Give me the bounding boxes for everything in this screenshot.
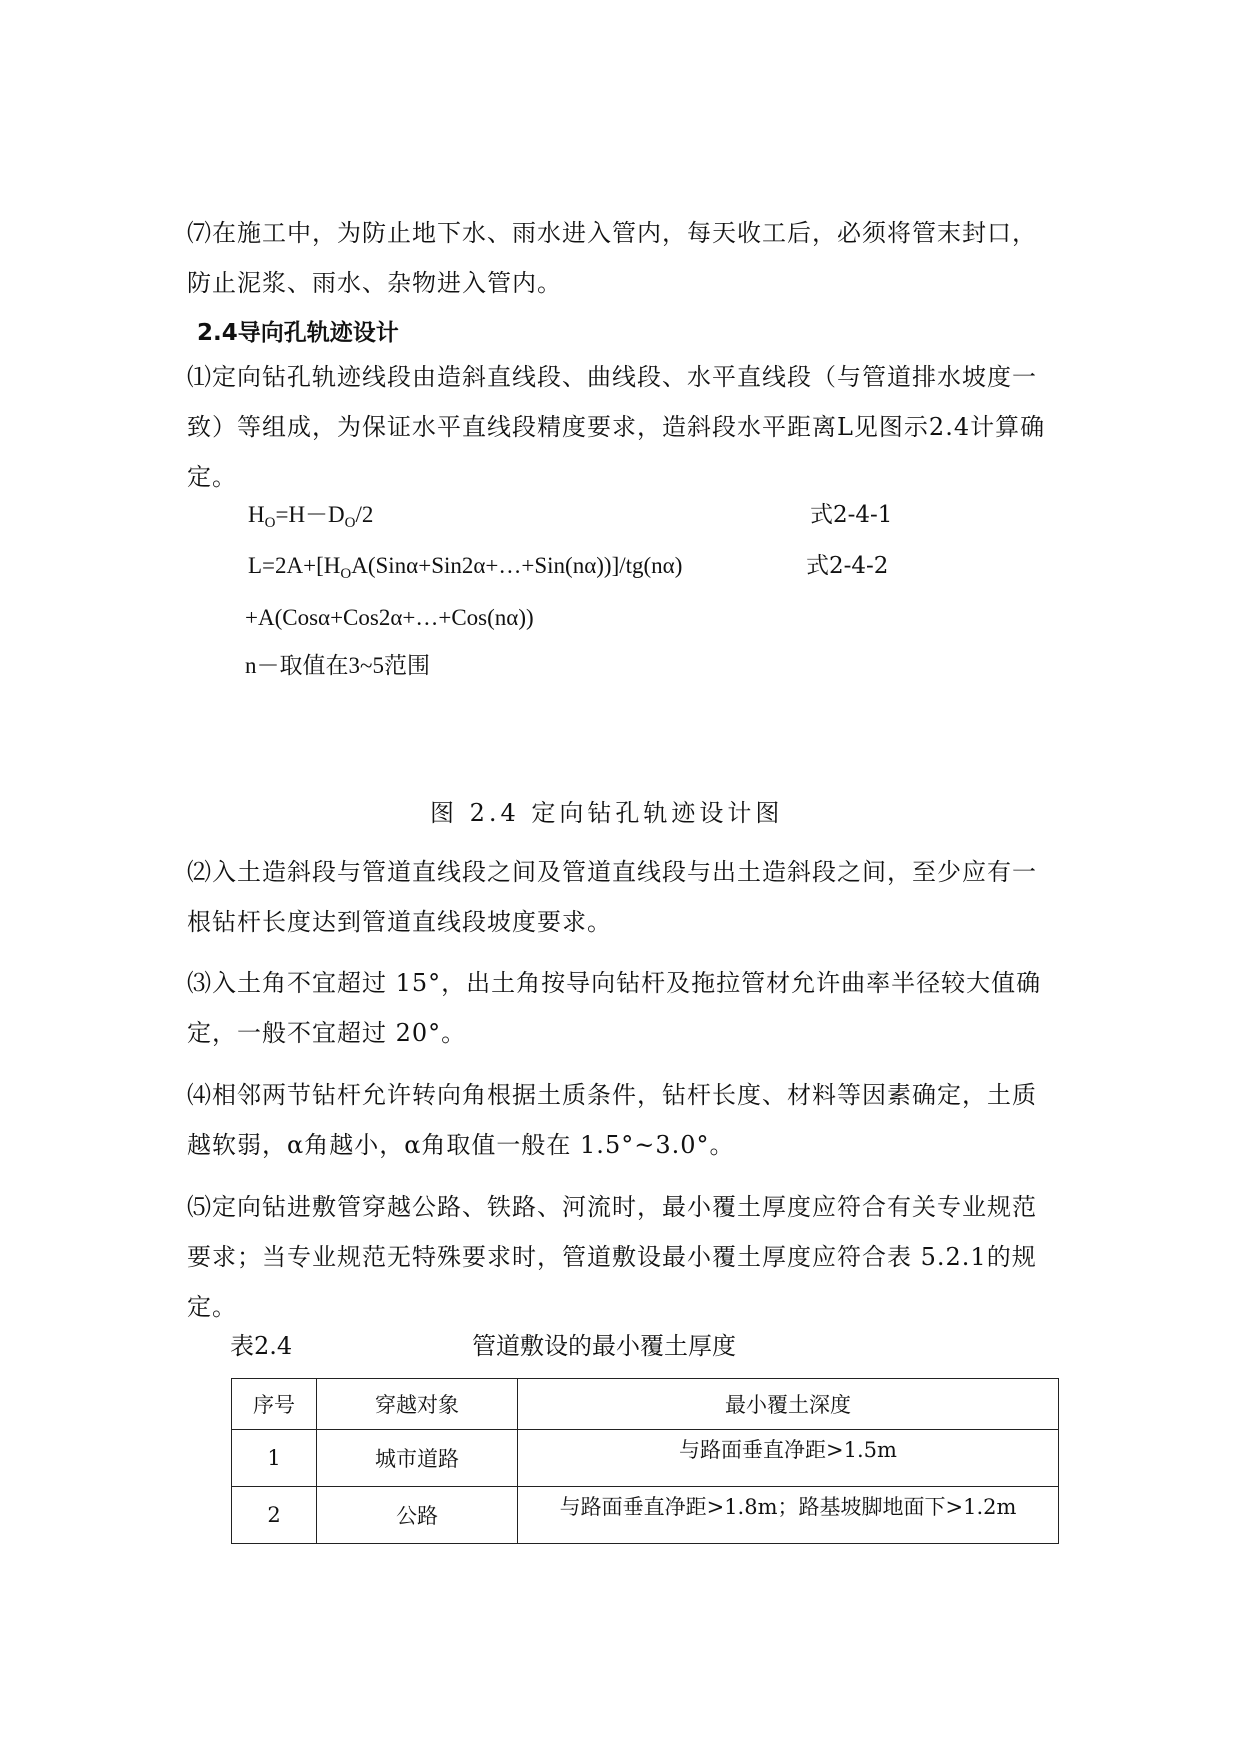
table-cell: 2 — [232, 1487, 317, 1544]
formula-2: $L=2A+[H_OA(Sin\alpha+Sin2\alpha+\dots+Sin(n\alpha))]/tg(n\alpha)$ — [248, 553, 683, 582]
table-cell: 1 — [232, 1430, 317, 1487]
table-row — [232, 1430, 1059, 1487]
paragraph-1: ⑴定向钻孔轨迹线段由造斜直线段、曲线段、水平直线段（与管道排水坡度一致）等组成，为保证水平直线段精度要求，造斜段水平距离L见图示2.4计算确定。 — [187, 363, 1046, 491]
table-header-cell: 穿越对象 — [317, 1379, 518, 1430]
table-cell: 与路面垂直净距>1.8m；路基坡脚地面下>1.2m — [518, 1487, 1059, 1544]
table-header-cell: 序号 — [232, 1379, 317, 1430]
table-header-cell: 最小覆土深度 — [518, 1379, 1059, 1430]
paragraph-7: ⑺在施工中，为防止地下水、雨水进入管内，每天收工后，必须将管末封口，防止泥浆、雨水、杂物进入管内。 — [187, 219, 1037, 297]
figure-caption: 图 2.4 定向钻孔轨迹设计图 — [430, 799, 784, 827]
cover-depth-table — [231, 1378, 1059, 1544]
paragraph-3: ⑶入土角不宜超过 15°，出土角按导向钻杆及拖拉管材允许曲率半径较大值确定，一般不宜超过 20°。 — [187, 969, 1042, 1047]
table-cell: 与路面垂直净距>1.5m — [518, 1430, 1059, 1487]
formula-4: n－取值在3~5范围 — [245, 653, 430, 678]
formula-3: +A(Cosα+Cos2α+…+Cos(nα)) — [245, 605, 534, 630]
table-label: 表2.4 — [230, 1332, 293, 1360]
paragraph-5: ⑸定向钻进敷管穿越公路、铁路、河流时，最小覆土厚度应符合有关专业规范要求；当专业规范无特殊要求时，管道敷设最小覆土厚度应符合表 5.2.1的规定。 — [187, 1193, 1037, 1321]
paragraph-4: ⑷相邻两节钻杆允许转向角根据土质条件，钻杆长度、材料等因素确定，土质越软弱，α角越小，α角取值一般在 1.5°~3.0°。 — [187, 1081, 1037, 1159]
section-heading: 2.4导向孔轨迹设计 — [197, 320, 399, 346]
table-header-row — [232, 1379, 1059, 1430]
formula-2-label: 式2-4-2 — [806, 553, 889, 579]
paragraph-2: ⑵入土造斜段与管道直线段之间及管道直线段与出土造斜段之间，至少应有一根钻杆长度达到管道直线段坡度要求。 — [187, 858, 1037, 936]
formula-1: $H_O=H-D_O/2$ — [248, 502, 374, 531]
table-cell: 城市道路 — [317, 1430, 518, 1487]
table-title: 管道敷设的最小覆土厚度 — [472, 1332, 736, 1360]
table-cell: 公路 — [317, 1487, 518, 1544]
table-row — [232, 1487, 1059, 1544]
formula-1-label: 式2-4-1 — [810, 502, 893, 528]
